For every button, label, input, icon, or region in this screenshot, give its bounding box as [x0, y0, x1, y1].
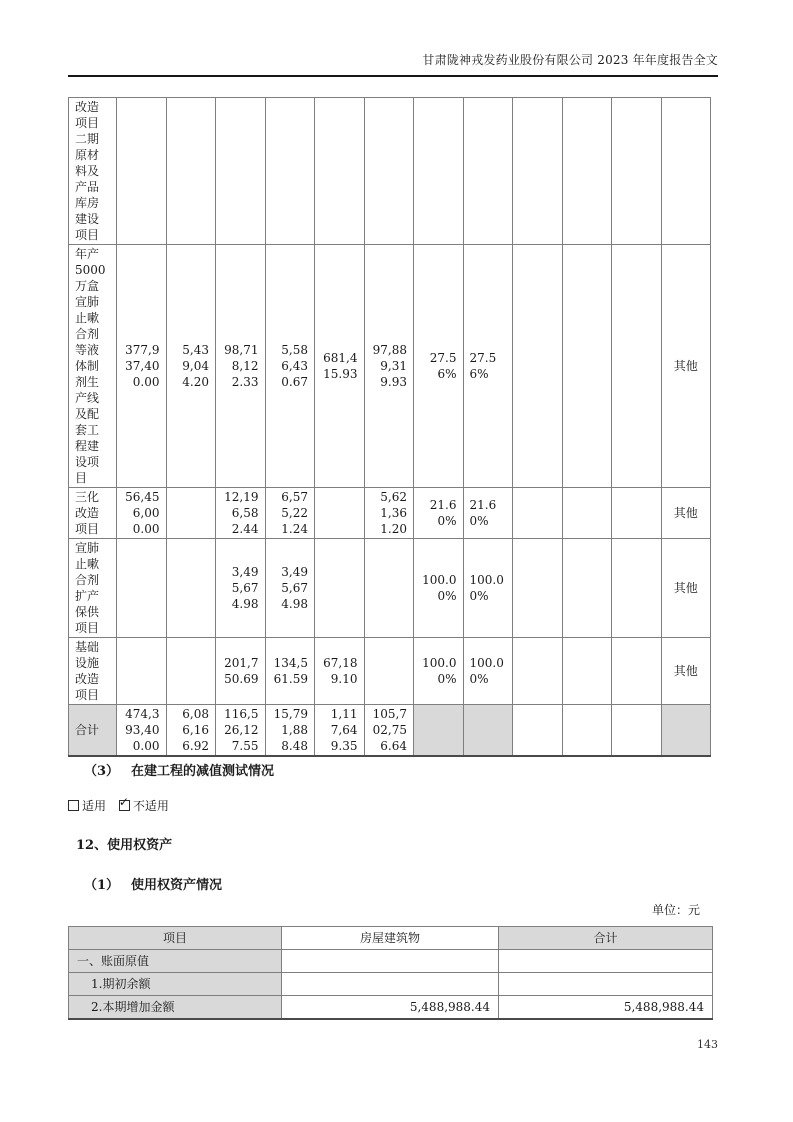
table-cell — [562, 98, 612, 245]
rou-item-cell: 2.本期增加金额 — [69, 996, 282, 1020]
applicable-checkbox — [68, 800, 79, 811]
table-cell — [612, 488, 662, 539]
construction-in-progress-table — [68, 97, 711, 757]
total-row — [69, 705, 711, 757]
table-row — [69, 950, 713, 973]
table-cell: 27.56% — [414, 245, 464, 488]
table-cell: 681,415.93 — [315, 245, 365, 488]
table-cell — [315, 98, 365, 245]
table-cell — [265, 98, 315, 245]
unit-label: 单位：元 — [651, 903, 700, 917]
impairment-test-heading — [84, 760, 274, 779]
heading-number: （1） — [84, 878, 120, 893]
table-cell: 201,750.69 — [216, 638, 266, 705]
table-cell: 98,718,122.33 — [216, 245, 266, 488]
rou-item-cell: 1.期初余额 — [69, 973, 282, 996]
project-name-cell: 合计 — [69, 705, 117, 757]
table-cell — [562, 488, 612, 539]
table-cell: 100.00% — [463, 539, 513, 638]
table-cell — [463, 98, 513, 245]
rou-column-header-total: 合计 — [499, 927, 713, 950]
table-cell — [364, 98, 414, 245]
table-cell — [117, 98, 167, 245]
rou-assets-heading: 12、使用权资产 — [76, 838, 173, 853]
table-cell — [612, 638, 662, 705]
table-cell: 15,791,888.48 — [265, 705, 315, 757]
table-cell: 474,393,400.00 — [117, 705, 167, 757]
table-cell — [216, 98, 266, 245]
table-row — [69, 98, 711, 245]
table-cell — [117, 638, 167, 705]
table-cell: 377,937,400.00 — [117, 245, 167, 488]
table-cell — [513, 539, 563, 638]
rou-column-header-buildings: 房屋建筑物 — [282, 927, 499, 950]
table-cell — [562, 638, 612, 705]
table-cell: 21.60% — [414, 488, 464, 539]
heading-text: 使用权资产情况 — [131, 878, 223, 893]
funding-source-cell — [661, 705, 711, 757]
table-cell — [166, 98, 216, 245]
table-cell — [414, 705, 464, 757]
table-cell — [513, 245, 563, 488]
report-title: 甘肃陇神戎发药业股份有限公司 2023 年年度报告全文 — [422, 53, 718, 67]
table-cell — [166, 488, 216, 539]
table-cell: 21.60% — [463, 488, 513, 539]
applicable-label: 适用 — [82, 799, 107, 813]
rou-value-cell — [282, 973, 499, 996]
table-cell — [166, 638, 216, 705]
project-name-cell: 年产5000万盒宣肺止嗽合剂等液体制剂生产线及配套工程建设项目 — [69, 245, 117, 488]
table-cell: 5,621,361.20 — [364, 488, 414, 539]
funding-source-cell — [661, 98, 711, 245]
rou-value-cell — [499, 950, 713, 973]
table-cell — [513, 98, 563, 245]
table-cell — [117, 539, 167, 638]
project-name-cell: 基础设施改造项目 — [69, 638, 117, 705]
table-cell: 100.00% — [414, 638, 464, 705]
table-cell — [612, 245, 662, 488]
table-row — [69, 488, 711, 539]
table-cell — [562, 539, 612, 638]
table-cell: 6,575,221.24 — [265, 488, 315, 539]
rou-header-row — [69, 927, 713, 950]
rou-value-cell — [499, 973, 713, 996]
rou-status-heading — [84, 874, 222, 893]
table-cell: 1,117,649.35 — [315, 705, 365, 757]
rou-value-cell: 5,488,988.44 — [499, 996, 713, 1020]
checkmark-icon: ✓ — [118, 795, 129, 809]
table-cell: 97,889,319.93 — [364, 245, 414, 488]
funding-source-cell: 其他 — [661, 539, 711, 638]
table-cell: 3,495,674.98 — [216, 539, 266, 638]
table-cell — [612, 705, 662, 757]
applicability-line — [68, 797, 169, 814]
table-cell: 116,526,127.55 — [216, 705, 266, 757]
table-cell: 12,196,582.44 — [216, 488, 266, 539]
table-cell — [612, 98, 662, 245]
table-cell: 100.00% — [463, 638, 513, 705]
table-cell — [513, 638, 563, 705]
rou-column-header-item: 项目 — [69, 927, 282, 950]
heading-number: （3） — [84, 764, 120, 779]
rou-value-cell: 5,488,988.44 — [282, 996, 499, 1020]
table-cell: 56,456,000.00 — [117, 488, 167, 539]
table-cell: 27.56% — [463, 245, 513, 488]
table-row — [69, 638, 711, 705]
project-name-cell: 三化改造项目 — [69, 488, 117, 539]
table-cell — [513, 705, 563, 757]
table-row — [69, 973, 713, 996]
table-cell: 134,561.59 — [265, 638, 315, 705]
table-cell: 5,586,430.67 — [265, 245, 315, 488]
table-row — [69, 539, 711, 638]
table-cell: 100.00% — [414, 539, 464, 638]
not-applicable-checkbox — [118, 795, 130, 811]
table-cell: 105,702,756.64 — [364, 705, 414, 757]
table-cell — [463, 705, 513, 757]
rou-assets-table — [68, 926, 713, 1020]
page-number: 143 — [697, 1038, 718, 1051]
table-cell: 5,439,044.20 — [166, 245, 216, 488]
table-cell — [562, 705, 612, 757]
table-cell — [513, 488, 563, 539]
table-cell — [364, 638, 414, 705]
project-name-cell: 改造项目二期原材料及产品库房建设项目 — [69, 98, 117, 245]
table-cell: 3,495,674.98 — [265, 539, 315, 638]
rou-item-cell: 一、账面原值 — [69, 950, 282, 973]
table-row — [69, 245, 711, 488]
header-rule — [68, 75, 718, 77]
table-cell: 6,086,166.92 — [166, 705, 216, 757]
table-cell — [315, 539, 365, 638]
project-name-cell: 宣肺止嗽合剂扩产保供项目 — [69, 539, 117, 638]
table-cell — [364, 539, 414, 638]
funding-source-cell: 其他 — [661, 245, 711, 488]
heading-text: 在建工程的减值测试情况 — [131, 764, 275, 779]
rou-value-cell — [282, 950, 499, 973]
table-cell: 67,189.10 — [315, 638, 365, 705]
table-cell — [315, 488, 365, 539]
table-cell — [166, 539, 216, 638]
table-cell — [612, 539, 662, 638]
page-header — [68, 51, 718, 68]
table-cell — [414, 98, 464, 245]
table-cell — [562, 245, 612, 488]
table-row — [69, 996, 713, 1020]
not-applicable-label: 不适用 — [132, 799, 169, 813]
funding-source-cell: 其他 — [661, 488, 711, 539]
funding-source-cell: 其他 — [661, 638, 711, 705]
